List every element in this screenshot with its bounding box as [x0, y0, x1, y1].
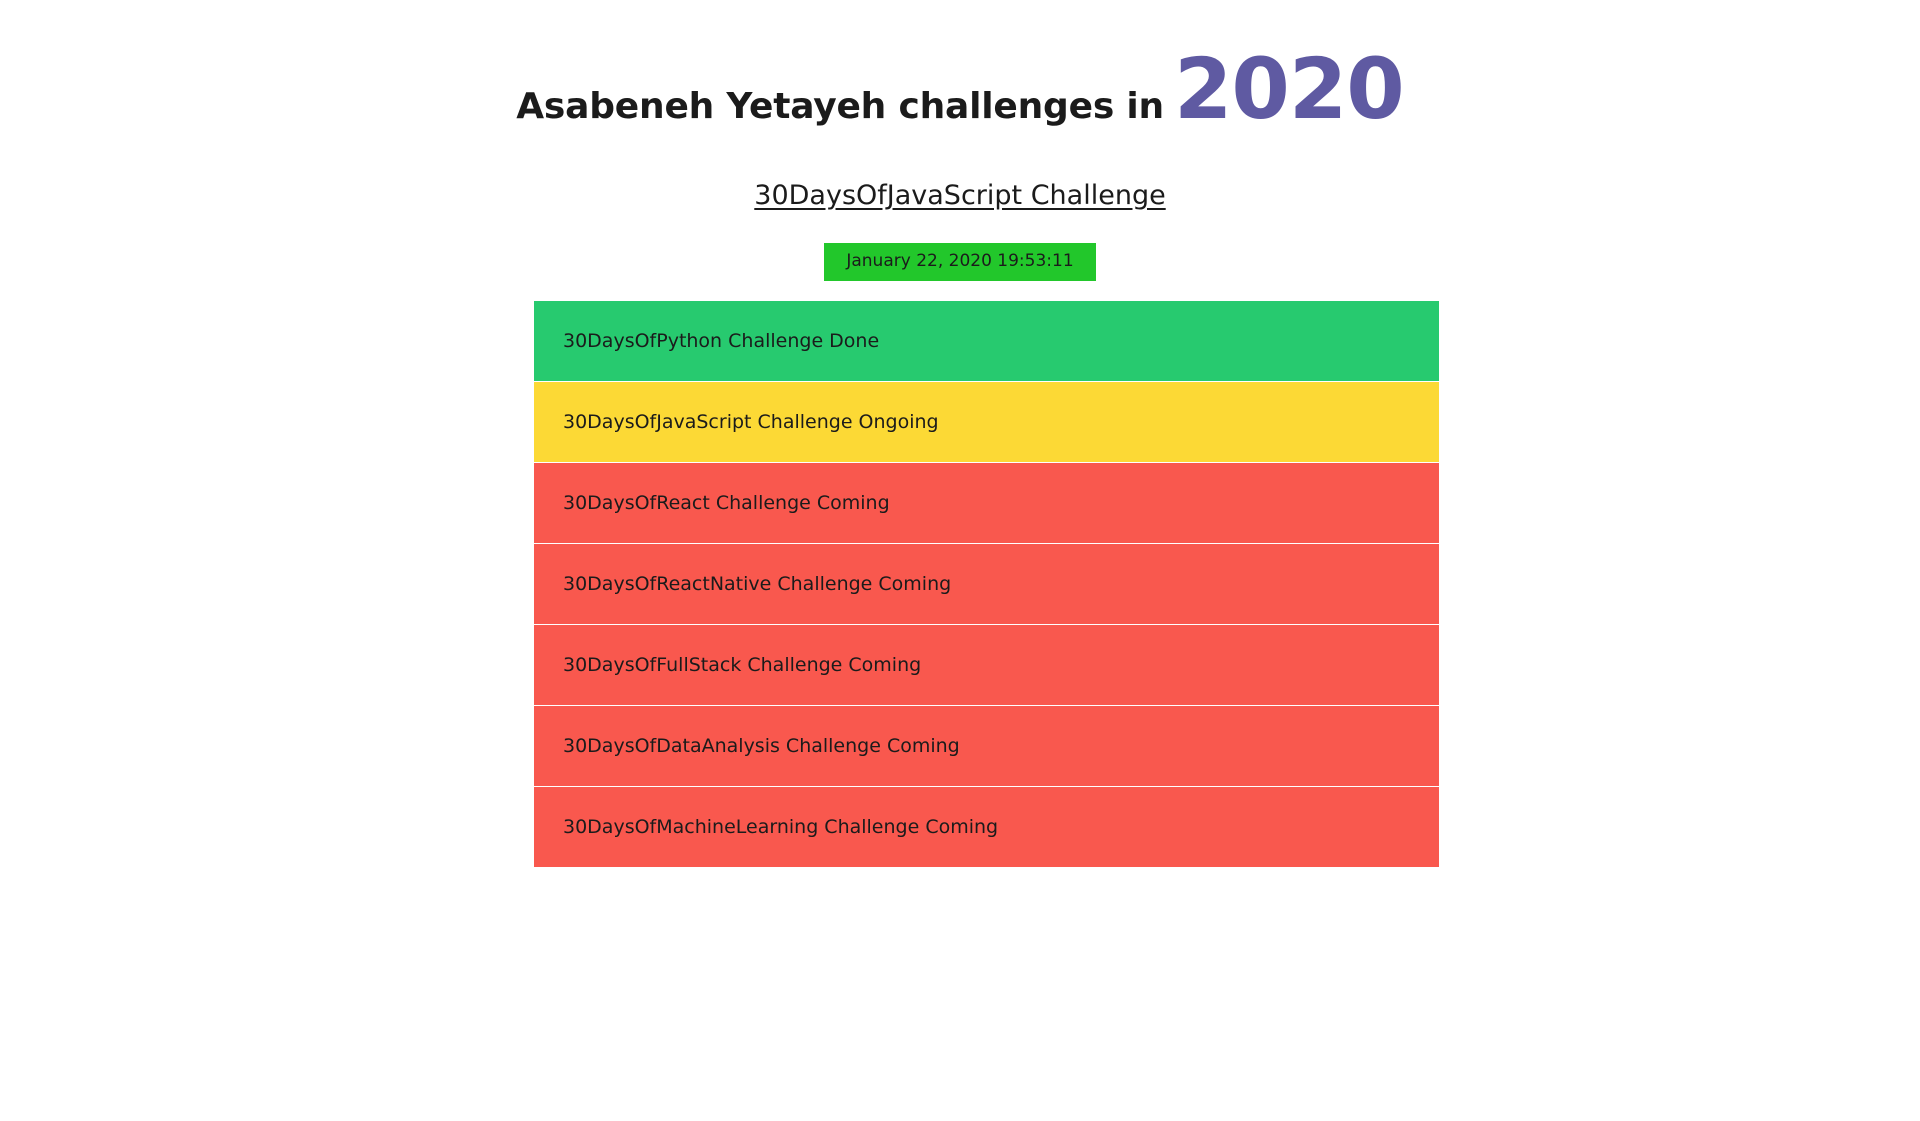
list-item[interactable] [534, 706, 1439, 786]
list-item-label: 30DaysOfDataAnalysis Challenge Coming [563, 735, 960, 757]
list-item-label: 30DaysOfReact Challenge Coming [563, 492, 890, 514]
list-item[interactable] [534, 301, 1439, 381]
page-title [0, 40, 1920, 138]
page-subtitle: 30DaysOfJavaScript Challenge [754, 180, 1166, 211]
clock-container [0, 243, 1920, 281]
list-item[interactable] [534, 787, 1439, 867]
list-item-label: 30DaysOfMachineLearning Challenge Coming [563, 816, 999, 838]
list-item-label: 30DaysOfPython Challenge Done [563, 330, 880, 352]
challenge-list [534, 301, 1439, 868]
list-item-label: 30DaysOfFullStack Challenge Coming [563, 654, 922, 676]
clock-badge: January 22, 2020 19:53:11 [824, 243, 1095, 281]
list-item[interactable] [534, 544, 1439, 624]
list-item-label: 30DaysOfReactNative Challenge Coming [563, 573, 952, 595]
list-item[interactable] [534, 382, 1439, 462]
list-item[interactable] [534, 625, 1439, 705]
page-title-year: 2020 [1173, 40, 1404, 138]
list-item-label: 30DaysOfJavaScript Challenge Ongoing [563, 411, 939, 433]
page-title-text: Asabeneh Yetayeh challenges in [516, 86, 1164, 127]
list-item[interactable] [534, 463, 1439, 543]
